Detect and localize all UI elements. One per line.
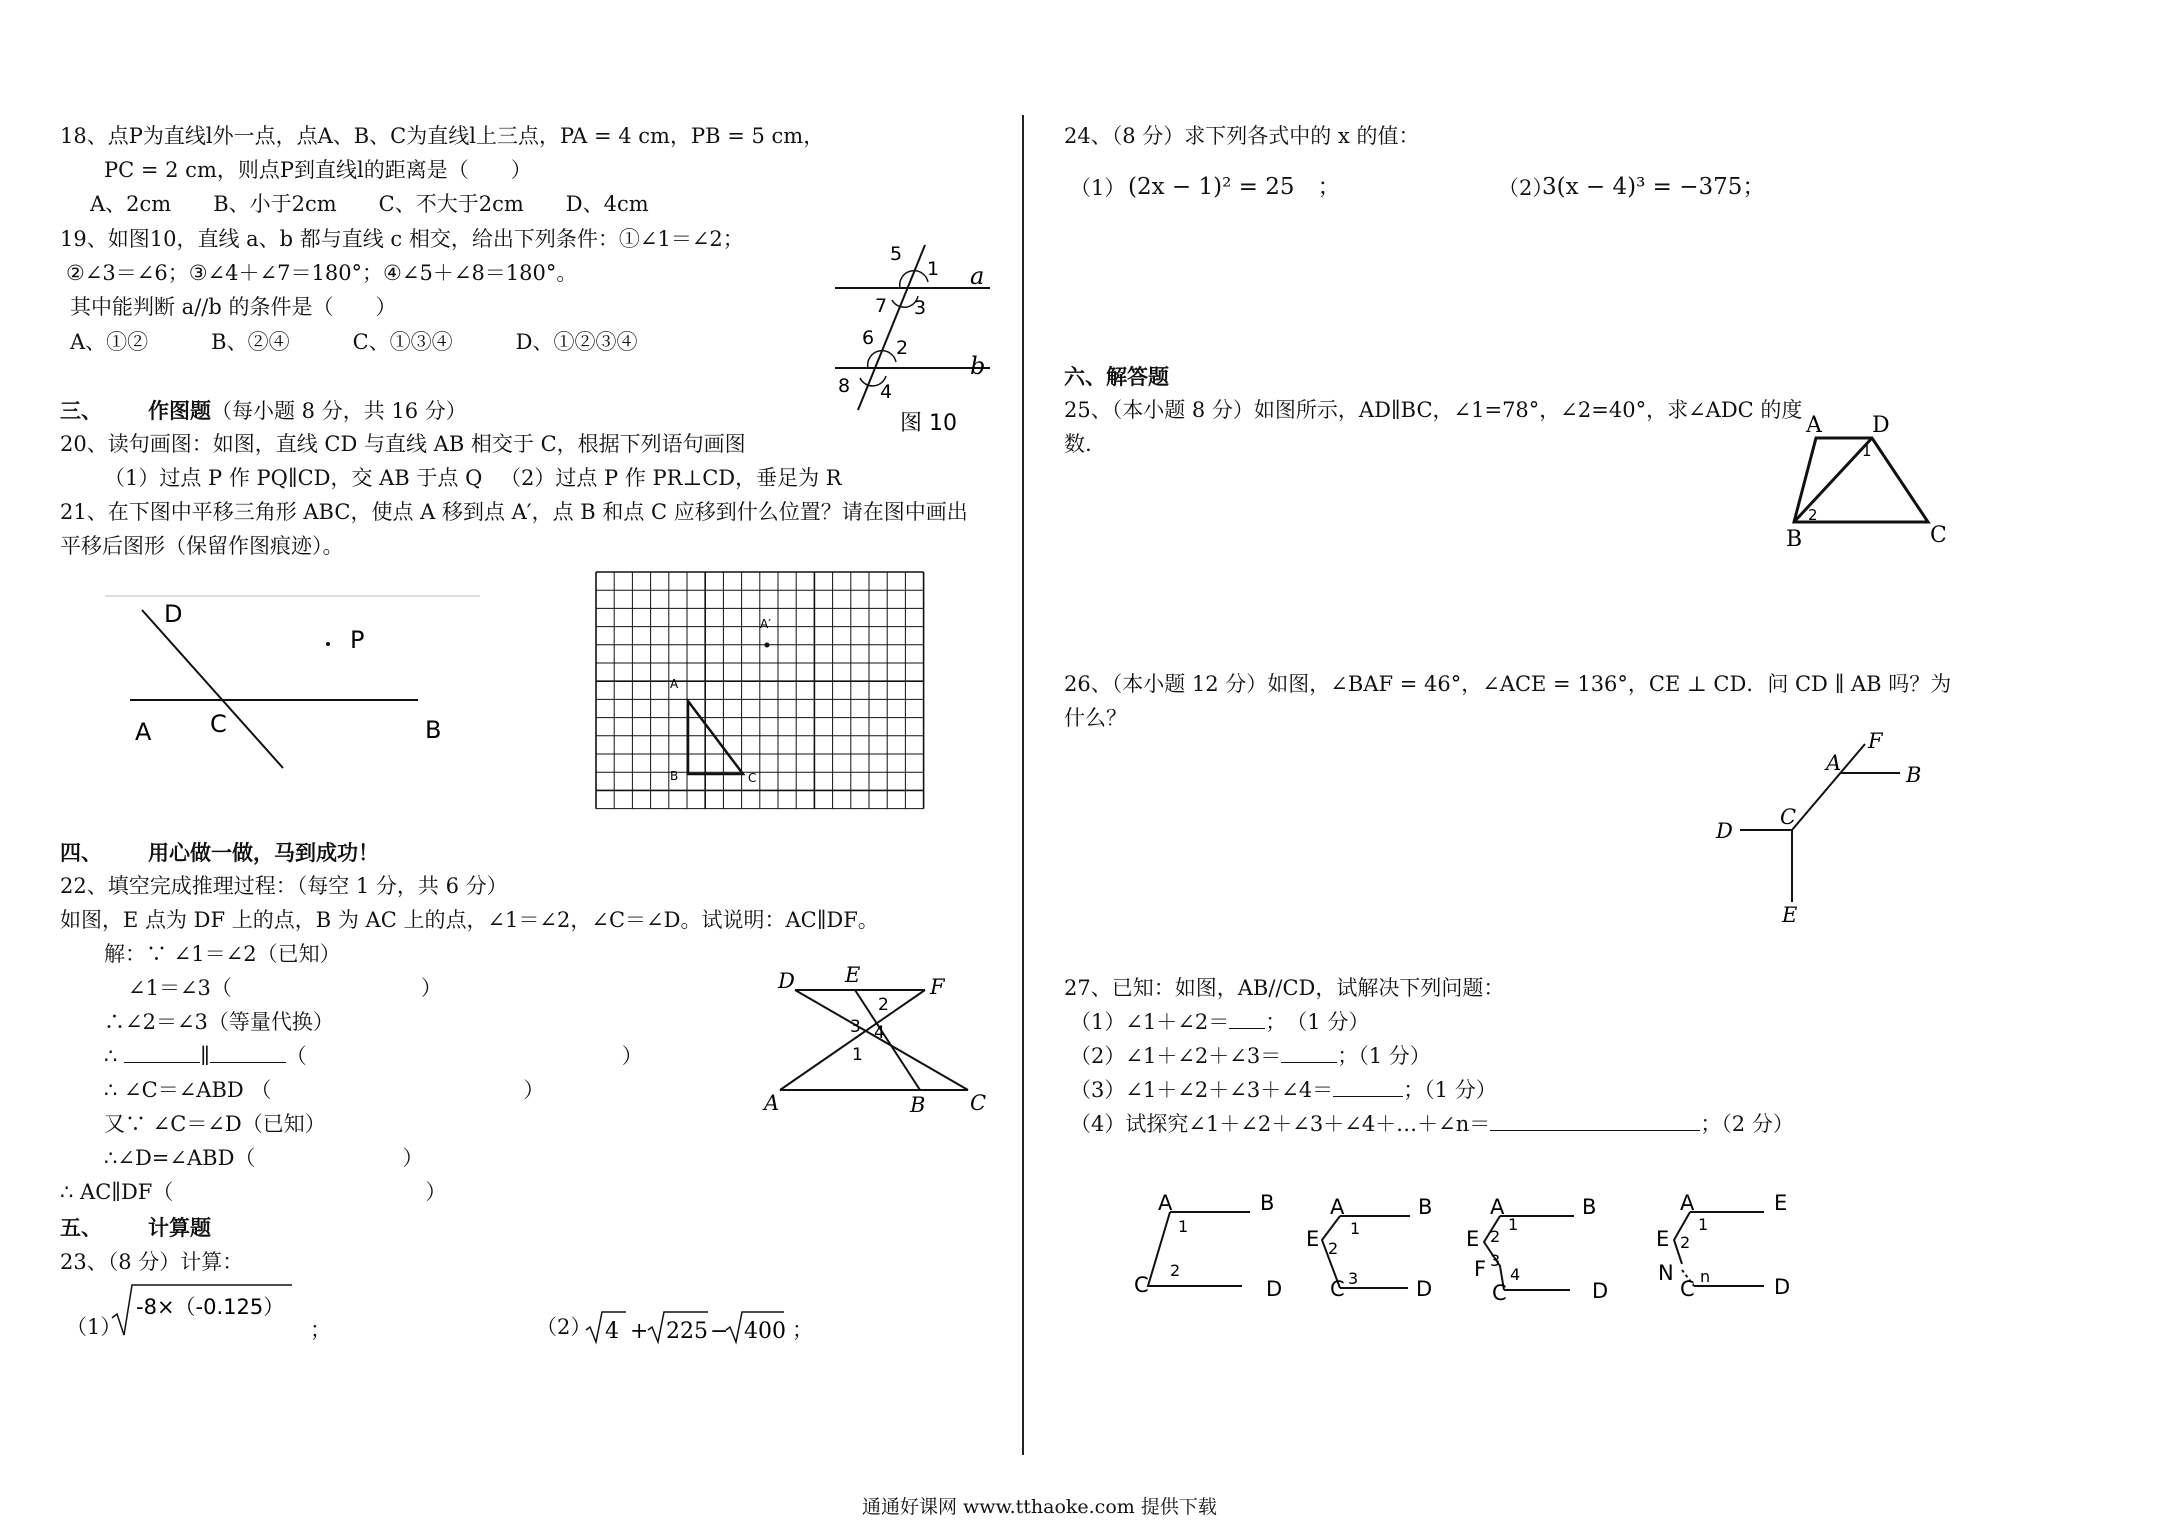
q27f3-E: E <box>1466 1227 1480 1251</box>
fig10-label-7: 7 <box>875 295 888 317</box>
q27f3-n2: 2 <box>1490 1227 1501 1246</box>
fig10-line-b: b <box>970 352 986 380</box>
q18-options: A、2cm B、小于2cm C、不大于2cm D、4cm <box>90 192 649 216</box>
q20-part2: （2）过点 P 作 PR⊥CD，垂足为 R <box>500 466 842 490</box>
q22-step6: 又∵ ∠C＝∠D（已知） <box>104 1112 326 1136</box>
q27f4-E2: E <box>1774 1191 1788 1215</box>
q27f1-A: A <box>1158 1191 1173 1215</box>
q22-label-D: D <box>778 969 795 993</box>
q27f3-C: C <box>1492 1281 1507 1305</box>
q27f2-D: D <box>1416 1277 1433 1301</box>
footer-text: 通通好课网 www.tthaoke.com 提供下载 <box>862 1496 1217 1518</box>
q23-p1-sqrt <box>112 1280 302 1340</box>
q27f4-n2: 2 <box>1680 1233 1691 1252</box>
q22-label-4: 4 <box>874 1023 885 1043</box>
q25-label-2: 2 <box>1808 506 1818 524</box>
fig10-label-5: 5 <box>890 243 903 265</box>
q22-label-E: E <box>845 963 861 987</box>
q27f4-nn: n <box>1700 1267 1711 1286</box>
q18-line1: 18、点P为直线l外一点，点A、B、C为直线l上三点，PA = 4 cm，PB = 5 cm， <box>60 124 825 148</box>
q27-part3: （3）∠1＋∠2＋∠3＋∠4＝ ；（1 分） <box>1070 1078 1497 1102</box>
q27f3-B: B <box>1582 1195 1597 1219</box>
q27f4-C: C <box>1680 1277 1695 1301</box>
q20-label-P: P <box>350 626 365 654</box>
q22-line2: 如图，E 点为 DF 上的点，B 为 AC 上的点，∠1＝∠2，∠C＝∠D。试说明：AC∥DF。 <box>60 908 879 932</box>
q23-p2-op-1: + <box>630 1319 649 1344</box>
q27f3-n4: 4 <box>1510 1265 1521 1284</box>
q23-line1: 23、（8 分）计算： <box>60 1250 244 1274</box>
q21-line2: 平移后图形（保留作图痕迹）。 <box>60 534 344 558</box>
q27f2-n3: 3 <box>1348 1269 1359 1288</box>
q27f1-D: D <box>1266 1277 1283 1301</box>
q26-label-B: B <box>1906 763 1922 787</box>
q22-step2: ∠1＝∠3（ ） <box>128 976 442 1000</box>
q22-label-F: F <box>930 975 945 999</box>
section-6-title: 六、解答题 <box>1064 364 1169 389</box>
q20-label-A: A <box>135 718 152 746</box>
figure-10 <box>830 240 1010 440</box>
q25-label-C: C <box>1930 523 1947 548</box>
q25-line1: 25、（本小题 8 分）如图所示，AD∥BC，∠1=78°，∠2=40°，求∠ADC 的度 <box>1064 398 1803 422</box>
q21-grid <box>596 572 924 809</box>
fig10-label-8: 8 <box>838 375 851 397</box>
q19-line2: ②∠3＝∠6；③∠4＋∠7＝180°；④∠5＋∠8＝180°。 <box>66 261 578 285</box>
q27f4-A: A <box>1680 1191 1695 1215</box>
q22-label-A: A <box>764 1091 780 1115</box>
q24-p2-expr: 3(x − 4)³ = −375； <box>1542 174 1766 200</box>
q27f4-N: N <box>1658 1261 1674 1285</box>
q23-p2-term-3: 400 <box>744 1319 786 1344</box>
fig10-label-1: 1 <box>927 258 940 280</box>
q27f2-A: A <box>1330 1195 1345 1219</box>
q27-line1: 27、已知：如图，AB//CD，试解决下列问题： <box>1064 976 1505 1000</box>
q22-step7: ∴∠D=∠ABD（ ） <box>104 1146 424 1170</box>
q27f3-F: F <box>1474 1257 1487 1281</box>
q26-label-F: F <box>1868 729 1883 753</box>
q22-line1: 22、填空完成推理过程：（每空 1 分，共 6 分） <box>60 874 508 898</box>
q22-label-3: 3 <box>850 1017 861 1037</box>
q23-p2-label: （2） <box>536 1315 592 1339</box>
q25-line2: 数. <box>1064 432 1092 456</box>
column-divider <box>1022 115 1024 1455</box>
q25-label-A: A <box>1806 413 1822 438</box>
q27f2-B: B <box>1418 1195 1433 1219</box>
q27f1-C: C <box>1134 1273 1149 1297</box>
q27-figure-4 <box>1640 1190 1810 1320</box>
q23-p1-label: （1） <box>66 1315 122 1339</box>
q27-figure-1 <box>1130 1190 1300 1320</box>
fig10-label-6: 6 <box>862 327 875 349</box>
q27-part1: （1）∠1＋∠2＝ ； （1 分） <box>1070 1010 1370 1034</box>
q26-label-E: E <box>1782 903 1798 927</box>
q22-step5: ∴ ∠C＝∠ABD （ ） <box>104 1078 545 1102</box>
fig10-label-2: 2 <box>896 337 909 359</box>
q23-p2-term-1: 4 <box>605 1319 619 1344</box>
q23-p1-expr: -8×（-0.125） <box>136 1295 285 1319</box>
q24-p1-label: （1） <box>1070 176 1126 200</box>
q22-step1: 解：∵ ∠1＝∠2（已知） <box>104 942 341 966</box>
q24-line1: 24、（8 分）求下列各式中的 x 的值： <box>1064 124 1420 148</box>
q27f2-E: E <box>1306 1227 1320 1251</box>
q22-step8: ∴ AC∥DF（ ） <box>60 1180 447 1204</box>
q21-label-C: C <box>748 771 757 785</box>
q27f3-A: A <box>1490 1195 1505 1219</box>
q22-label-1: 1 <box>852 1045 863 1065</box>
q24-p1-expr: (2x − 1)² = 25 ； <box>1128 174 1341 200</box>
q20-label-D: D <box>164 600 183 628</box>
q25-label-B: B <box>1786 527 1803 552</box>
q27f3-D: D <box>1592 1279 1609 1303</box>
q22-figure <box>760 960 1000 1120</box>
q27f1-n2: 2 <box>1170 1261 1181 1280</box>
section-3-title: 作图题（每小题 8 分，共 16 分） <box>148 398 467 423</box>
q23-p2-term-2: 225 <box>666 1319 708 1344</box>
q26-label-C: C <box>1780 805 1797 829</box>
q19-line3: 其中能判断 a//b 的条件是（ ） <box>70 295 397 319</box>
section-3-num: 三、 <box>60 398 102 423</box>
q27f2-n2: 2 <box>1328 1239 1339 1258</box>
q26-line1: 26、（本小题 12 分）如图，∠BAF = 46°，∠ACE = 136°，CE ⊥ CD．问 CD ∥ AB 吗？为 <box>1064 672 1952 696</box>
q18-line2: PC = 2 cm，则点P到直线l的距离是（ ） <box>104 158 532 182</box>
q23-p2-end: ； <box>792 1318 813 1342</box>
q20-label-C: C <box>210 710 227 738</box>
q19-line1: 19、如图10，直线 a、b 都与直线 c 相交，给出下列条件：①∠1＝∠2； <box>60 227 744 251</box>
q26-label-A: A <box>1826 751 1842 775</box>
q22-step3: ∴∠2＝∠3（等量代换） <box>104 1010 334 1034</box>
q27f1-n1: 1 <box>1178 1217 1189 1236</box>
q23-p2-op-2: − <box>710 1319 729 1344</box>
section-4-num: 四、 <box>60 840 102 865</box>
q27f3-n3: 3 <box>1490 1251 1501 1270</box>
q26-line2: 什么？ <box>1064 706 1127 730</box>
q27f1-B: B <box>1260 1191 1275 1215</box>
q24-p2-label: （2） <box>1498 176 1554 200</box>
q19-options: A、①② B、②④ C、①③④ D、①②③④ <box>70 330 638 354</box>
section-5-num: 五、 <box>60 1215 102 1240</box>
fig10-label-4: 4 <box>880 381 893 403</box>
q27f4-E: E <box>1656 1227 1670 1251</box>
q27-figure-3 <box>1460 1190 1620 1320</box>
q27f4-D: D <box>1774 1275 1791 1299</box>
q25-label-D: D <box>1872 413 1890 438</box>
section-5-title: 计算题 <box>148 1215 211 1240</box>
q27f2-C: C <box>1330 1277 1345 1301</box>
q23-p1-end: ； <box>310 1318 331 1342</box>
q22-label-2: 2 <box>878 995 889 1015</box>
q21-grid-figure <box>594 570 924 810</box>
q22-label-C: C <box>970 1091 987 1115</box>
q26-label-D: D <box>1716 819 1733 843</box>
q26-figure <box>1700 730 1940 930</box>
q27f2-n1: 1 <box>1350 1219 1361 1238</box>
q27-part4: （4）试探究∠1＋∠2＋∠3＋∠4＋…＋∠n＝ ；（2 分） <box>1070 1112 1794 1136</box>
q22-label-B: B <box>910 1093 926 1117</box>
q27f4-n1: 1 <box>1698 1215 1709 1234</box>
fig10-label-3: 3 <box>914 297 927 319</box>
q21-label-B: B <box>670 769 679 783</box>
q20-part1: （1）过点 P 作 PQ∥CD，交 AB 于点 Q <box>104 466 483 490</box>
q25-label-1: 1 <box>1862 442 1872 460</box>
q27-figure-2 <box>1300 1190 1450 1320</box>
q23-p2-expr <box>586 1308 786 1348</box>
q20-line1: 20、读句画图：如图，直线 CD 与直线 AB 相交于 C，根据下列语句画图 <box>60 432 746 456</box>
q27-part2: （2）∠1＋∠2＋∠3＝ ；（1 分） <box>1070 1044 1431 1068</box>
q20-figure <box>100 590 500 780</box>
fig10-caption: 图 10 <box>900 411 957 436</box>
q21-label-Aprime: A′ <box>760 617 771 631</box>
section-4-title: 用心做一做，马到成功！ <box>148 840 379 865</box>
q22-step4: ∴ ∥ （ ） <box>104 1044 643 1068</box>
q21-label-A: A <box>670 677 679 691</box>
q21-line1: 21、在下图中平移三角形 ABC，使点 A 移到点 A′，点 B 和点 C 应移到什么位置？请在图中画出 <box>60 500 968 524</box>
q27f3-n1: 1 <box>1508 1215 1519 1234</box>
q25-figure <box>1780 410 1960 555</box>
q20-label-B: B <box>425 716 442 744</box>
fig10-line-a: a <box>970 262 985 290</box>
